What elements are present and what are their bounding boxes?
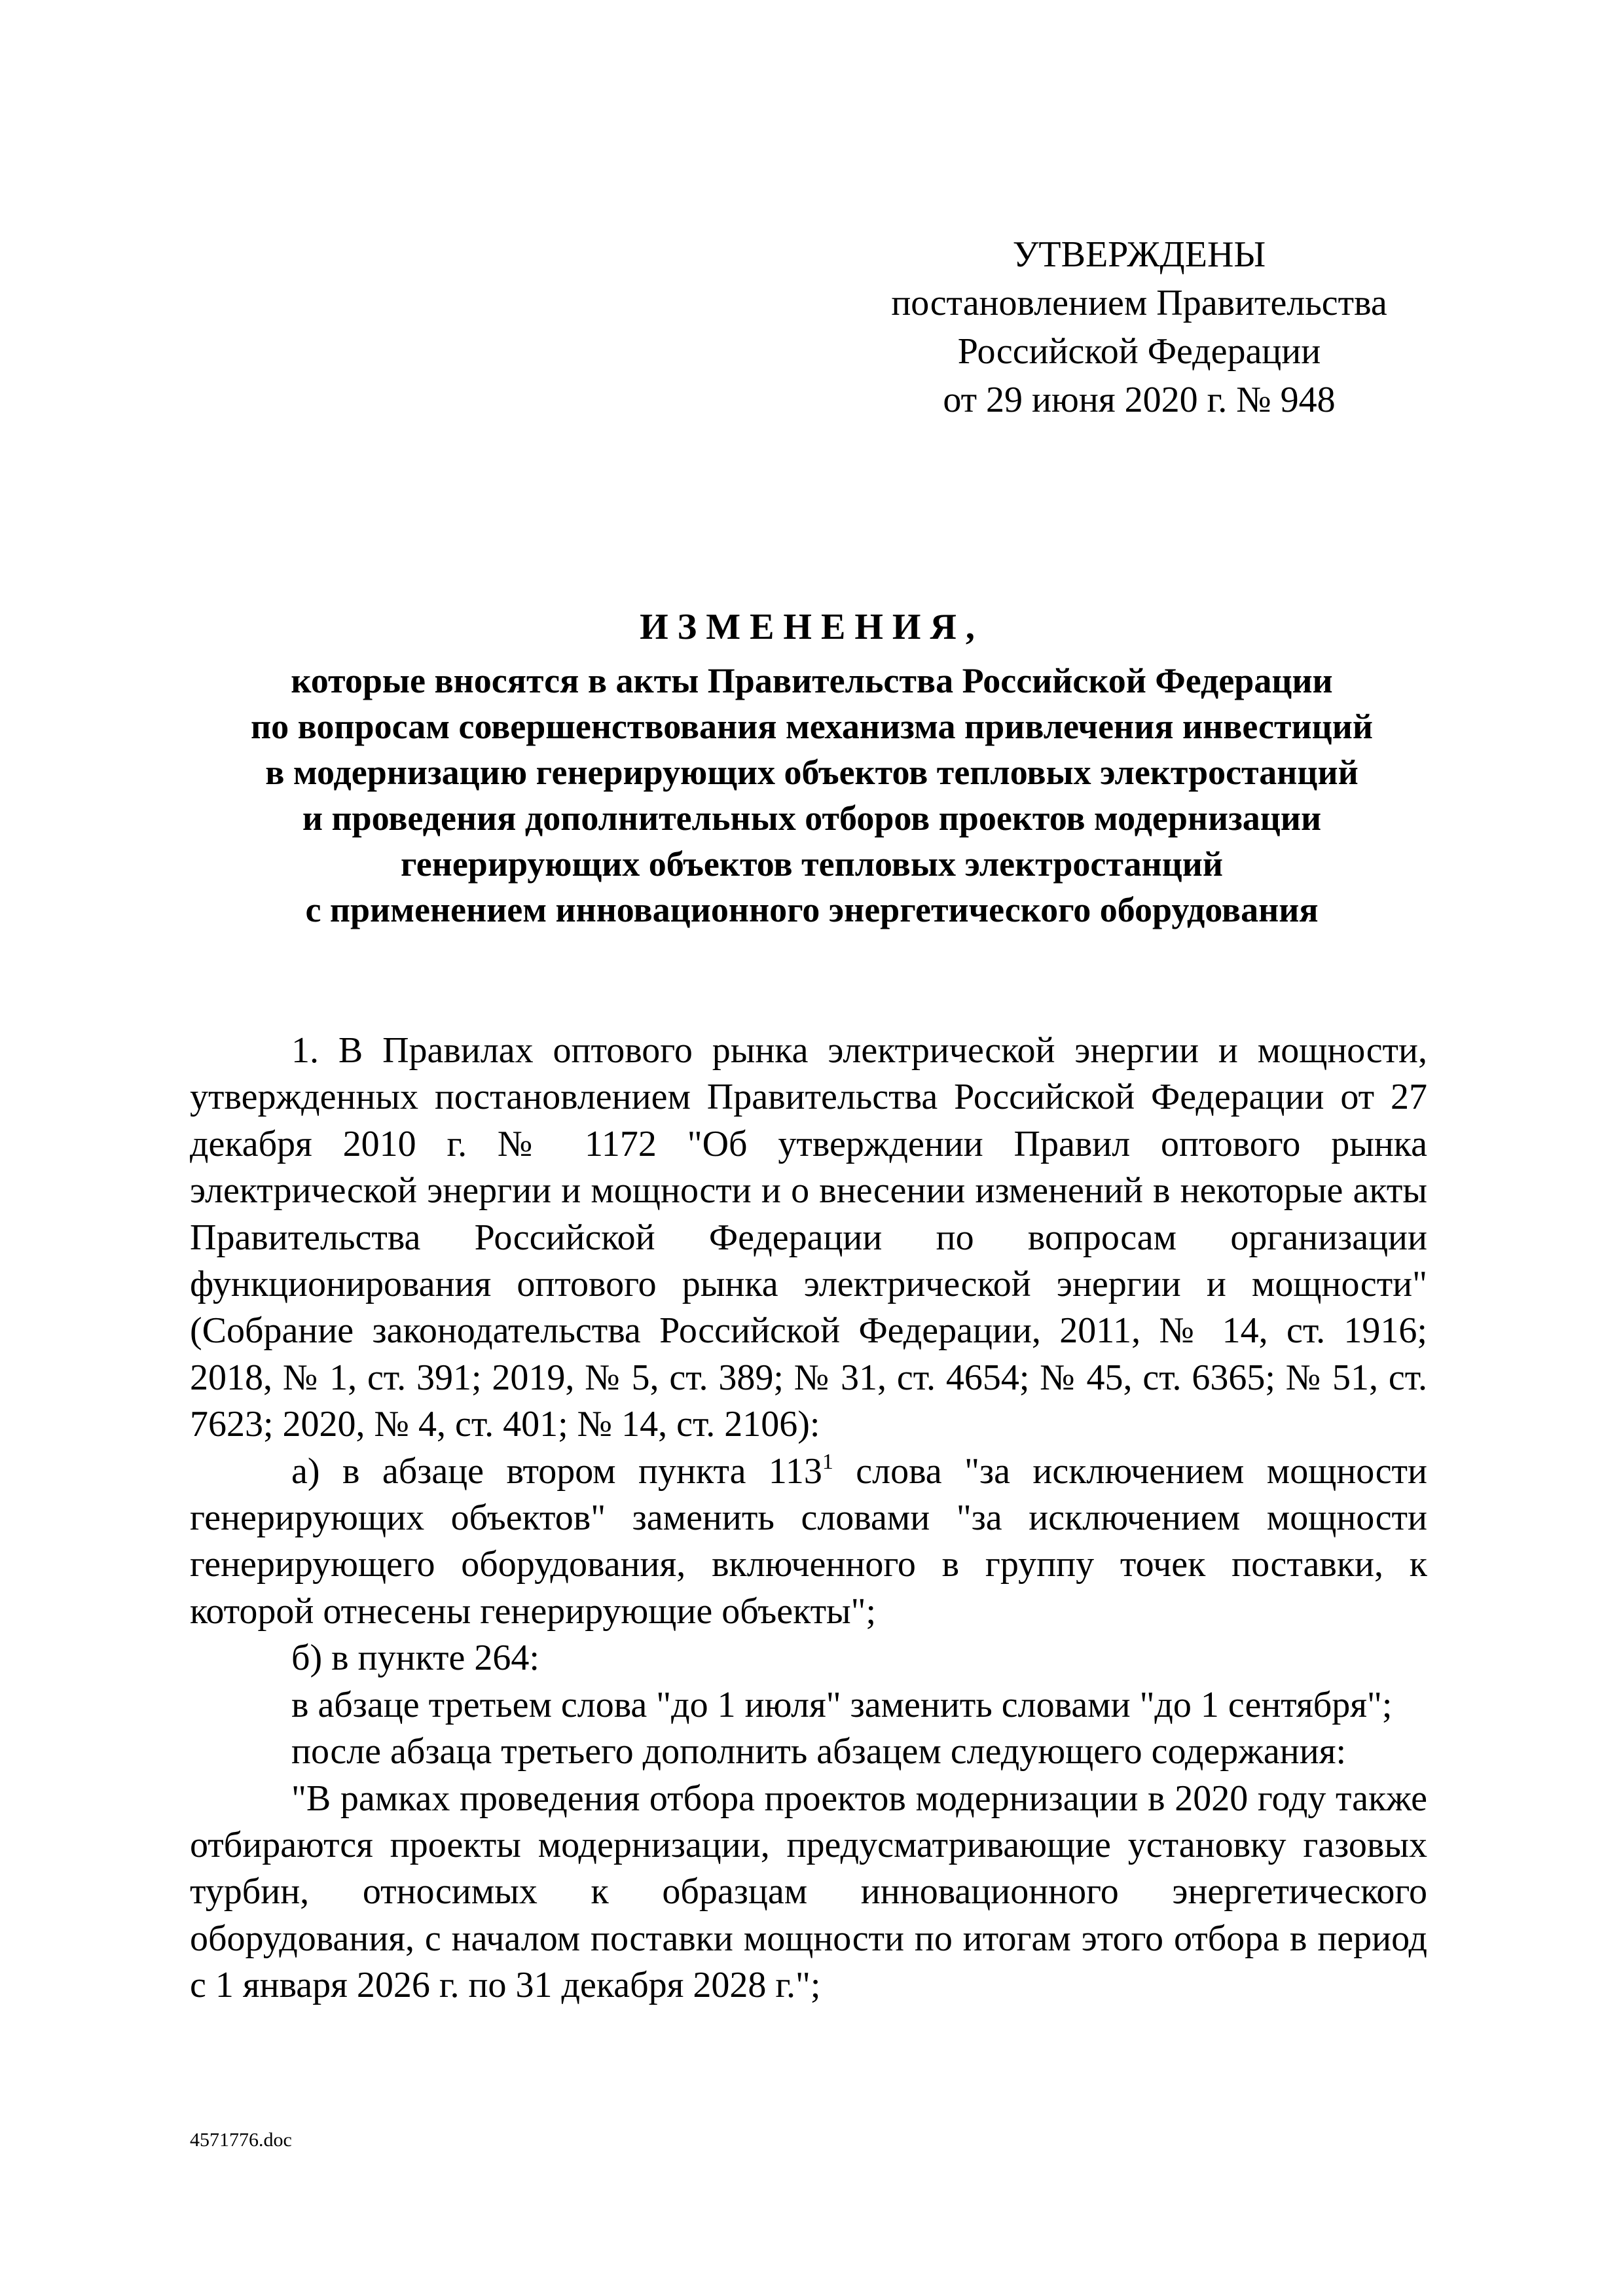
paragraph-2a-end: слова "за исключением мощности генерирующих объектов" заменить словами "за исключением мощности генерирующего оборудования, включенного в группу точек поставки, к которой отнесены генерирующие объекты"; (190, 1450, 1427, 1632)
subtitle-line: по вопросам совершенствования механизма привлечения инвестиций (251, 707, 1373, 746)
paragraph-1: 1. В Правилах оптового рынка электрической энергии и мощности, утвержденных постановлением Правительства Российской Федерации от 27 декабря 2010 г. № 1172 "Об утверждении Правил оптового рынка электрической энергии и мощности и о внесении изменений в некоторые акты Правительства Российской Федерации по вопросам организации функционирования оптового рынка электрической энергии и мощности" (Собрание законодательства Российской Федерации, 2011, № 14, ст. 1916; 2018, № 1, ст. 391; 2019, № 5, ст. 389; № 31, ст. 4654; № 45, ст. 6365; № 51, ст. 7623; 2020, № 4, ст. 401; № 14, ст. 2106): (190, 1030, 1427, 1445)
approval-authority: постановлением Правительства (891, 283, 1387, 323)
paragraph-2b-item1: в абзаце третьем слова "до 1 июля" заменить словами "до 1 сентября"; (291, 1684, 1393, 1725)
paragraph-2a (190, 1448, 1427, 1636)
approval-stamp (851, 230, 1427, 424)
subtitle-line: и проведения дополнительных отборов проектов модернизации (302, 798, 1322, 838)
subtitle-line: которые вносятся в акты Правительства Российской Федерации (291, 661, 1333, 700)
paragraph-quoted: "В рамках проведения отбора проектов модернизации в 2020 году также отбираются проекты модернизации, предусматривающие установку газовых турбин, относимых к образцам инновационного энергетического оборудования, с началом поставки мощности по итогам этого отбора в период с 1 января 2026 г. по 31 декабря 2028 г."; (190, 1778, 1427, 2006)
document-subtitle (157, 658, 1467, 933)
approval-date-number: от 29 июня 2020 г. № 948 (943, 380, 1336, 420)
document-title: ИЗМЕНЕНИЯ, (640, 607, 984, 647)
superscript: 1 (822, 1449, 833, 1474)
paragraph-2a-start: а) в абзаце втором пункта 113 (291, 1450, 822, 1492)
document-body (190, 1028, 1427, 2009)
paragraph-2b: б) в пункте 264: (291, 1638, 539, 1679)
subtitle-line: в модернизацию генерирующих объектов тепловых электростанций (265, 753, 1359, 792)
approval-country: Российской Федерации (957, 331, 1321, 372)
paragraph-2b-item2: после абзаца третьего дополнить абзацем следующего содержания: (291, 1731, 1347, 1772)
subtitle-line: генерирующих объектов тепловых электростанций (400, 844, 1224, 884)
approval-heading: УТВЕРЖДЕНЫ (1012, 234, 1266, 275)
subtitle-line: с применением инновационного энергетического оборудования (305, 890, 1319, 929)
footer-filename: 4571776.doc (190, 2129, 292, 2151)
